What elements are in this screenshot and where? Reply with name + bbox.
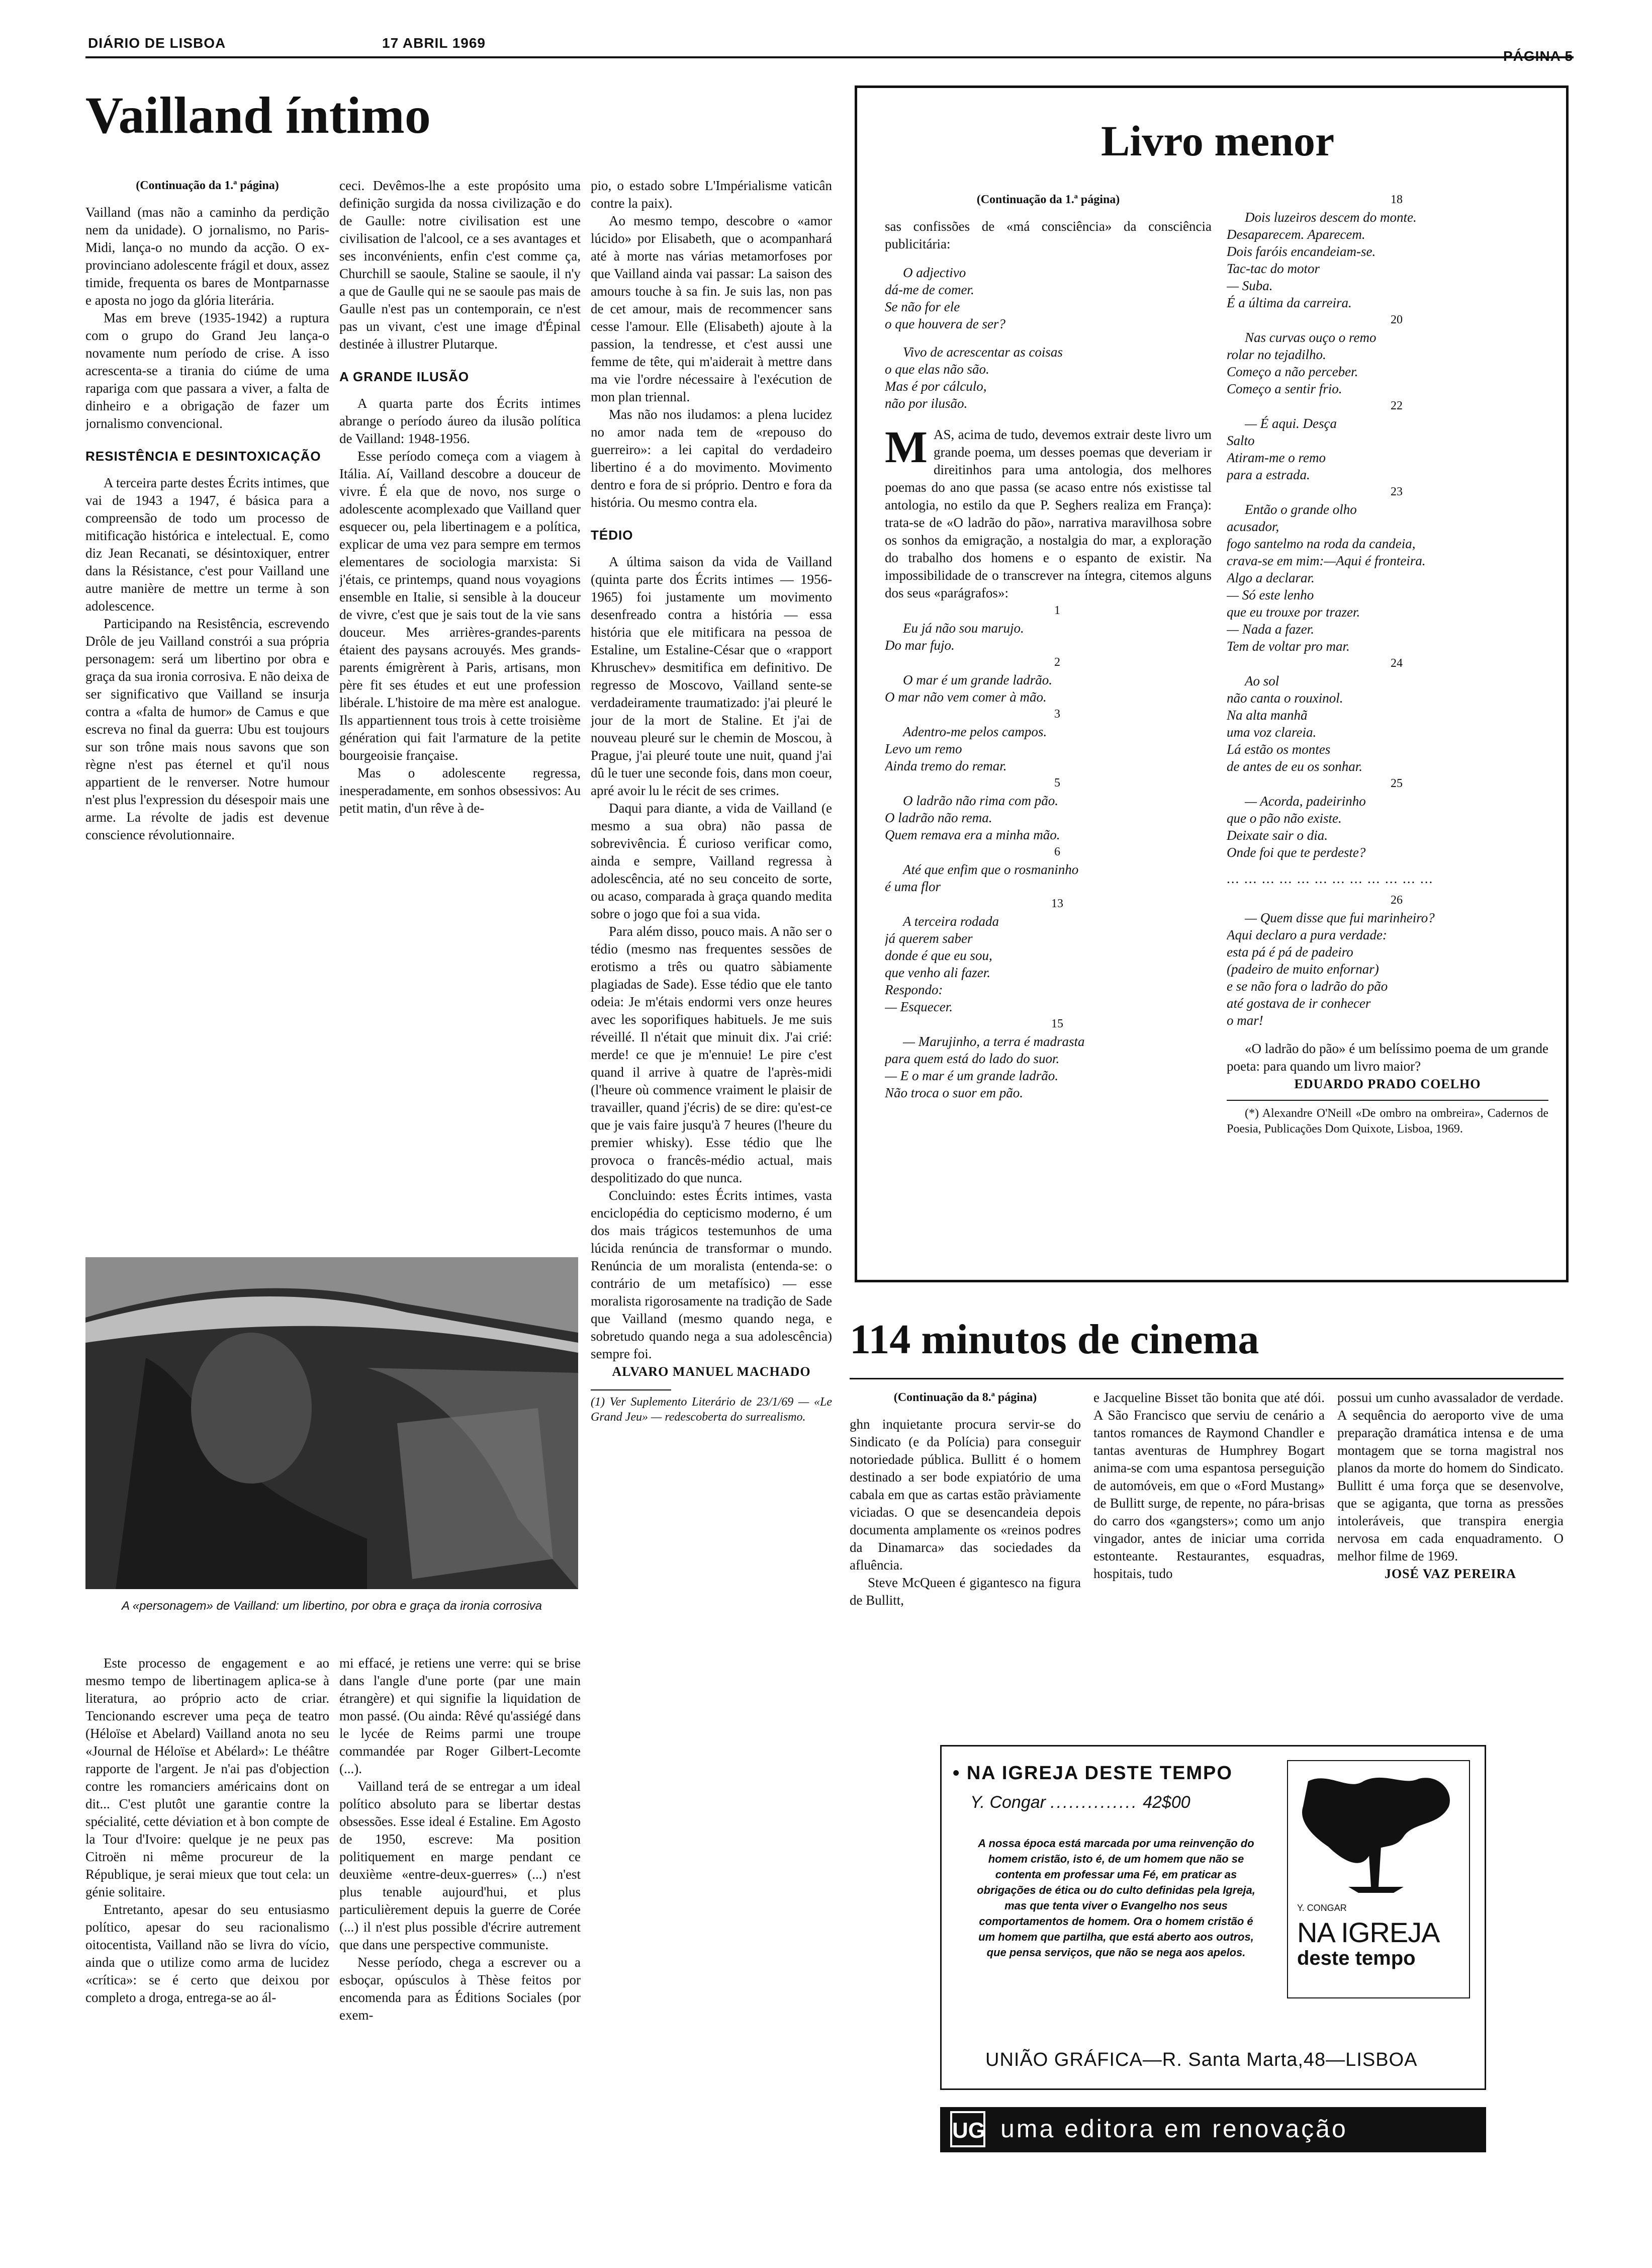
vailland-signature: ALVARO MANUEL MACHADO [612, 1364, 811, 1379]
paragraph: Mas não nos iludamos: a plena lucidez no amor nada tem de «repouso do guerreiro»: a lei capital do verdadeiro libertino é a do movimento. Movimento dentro e fora de si próprio. Dentro e fora da história. Ou mesmo contra ela. [591, 407, 832, 510]
vailland-lower-column-2 [339, 1654, 581, 2167]
paragraph: e Jacqueline Bisset tão bonita que até dói. A São Francisco que serviu de cenário a tantos romances de Raymond Chandler e tantas aventuras de Humphrey Bogart anima-se com uma espantosa perseguição de automóveis, em que o «Ford Mustang» de Bullitt surge, de repente, no pára-brisas do carro dos «gangsters»; como um anjo vingador, antes de iniciar uma corrida estonteante. Restaurantes, esquadras, hospitais, tudo [1093, 1390, 1325, 1581]
paragraph: ceci. Devêmos-lhe a este propósito uma definição surgida da nossa civilização e do de Gaulle: notre civilisation est une civilisation de l'alcool, ce a ses avantages et ses inconvénients, enfin c'est comme ça, Churchill se saoule, Staline se saoule, il n'y a que de Gaulle qui ne se saoule pas mais de Gaulle n'est pas un contemporain, ce n'est pas un vivant, c'est une image d'Épinal destinée à illustrer Plutarque. [339, 178, 581, 352]
paragraph: possui um cunho avassalador de verdade. A sequência do aeroporto vive de uma preparação dramática intensa e de uma montagem que se torna magistral nos planos da morte do homem do Sindicato. Bullitt é uma força que se desenvolve, que se agiganta, que torna as pressões intoleráveis, que transpira energia nervosa em cada enquadramento. O melhor filme de 1969. [1337, 1390, 1564, 1563]
livro-footnote: (*) Alexandre O'Neill «De ombro na ombreira», Cadernos de Poesia, Publicações Dom Quixote, Lisboa, 1969. [1227, 1107, 1548, 1136]
poem-stanza: O adjectivo dá-me de comer. Se não for ele o que houvera de ser? [885, 265, 1005, 331]
poem-stanza: Ao sol não canta o rouxinol. Na alta manhã uma voz clareia. Lá estão os montes de antes de eu os sonhar. [1227, 673, 1362, 774]
poem-number: 25 [1391, 777, 1403, 790]
paragraph: mi effacé, je retiens une verre: qui se brise dans l'angle d'une porte (par une main étrangère) et qui signifie la liquidation de mon passé. (Ou ainda: Rêvé qu'assiégé dans le lycée de Reims parmi une troupe commandée par Roger Gilbert-Lecomte (...). [339, 1655, 581, 1776]
cinema-column-2 [1093, 1389, 1325, 1671]
poem-number: 22 [1391, 399, 1403, 412]
subheading-tedio: TÉDIO [591, 528, 633, 543]
paragraph [885, 422, 1212, 602]
ellipsis-line: ... ... ... ... ... ... ... ... ... ... ... ... [1227, 871, 1434, 886]
advert-text: A nossa época está marcada por uma reinvenção do homem cristão, isto é, de um homem que não se contenta em professar uma Fé, em praticar as obrigações de ética ou do culto definidas pela Igreja, mas que tenta viver o Evangelho nos seus comportamentos de homem. Ora o homem cristão é um homem que partilha, que está aberto aos outros, que pensa serviços, que não se nega aos apelos. [977, 1837, 1255, 1959]
book-cover-author: Y. CONGAR [1297, 1903, 1347, 1913]
vailland-lower-column-1 [85, 1654, 329, 2167]
paragraph: A última saison da vida de Vailland (quinta parte dos Écrits intimes — 1956-1965) foi justamente um movimento desenfreado contra a história — essa história que ele mitificara na pessoa de Estaline, um Estaline-César que o «rapport Khruschev» desmitifica em definitivo. De regresso de Moscovo, Vailland sente-se verdadeiramente traumatizado: j'ai pleuré le jour de la mort de Staline. Et j'ai de nouveau pleuré sur le chemin de Moscou, à Prague, j'ai pleuré toute une nuit, quand j'ai dû le tuer une seconde fois, dans mon coeur, apré avoir lu le récit de ses crimes. [591, 554, 832, 798]
poem-number: 2 [1054, 656, 1060, 669]
publisher-logo: UG [950, 2111, 985, 2147]
poem-number: 5 [1054, 776, 1060, 790]
poem-number: 13 [1051, 897, 1063, 910]
book-cover-subtitle: deste tempo [1297, 1947, 1416, 1969]
paragraph: Nesse período, chega a escrever ou a esboçar, opúsculos à Thèse feitos por encomenda para as Éditions Sociales (por exem- [339, 1955, 581, 2023]
paragraph: Vailland (mas não a caminho da perdição nem da unidade). O jornalismo, no Paris-Midi, lança-o no mundo da acção. O ex-provinciano adolescente frágil et doux, assez timide, frequenta os bares de Montparnasse e aposta no jogo da glória literária. [85, 205, 329, 308]
cinema-signature: JOSÉ VAZ PEREIRA [1384, 1566, 1517, 1581]
vailland-column-2 [339, 177, 581, 1248]
advert-banner [940, 2107, 1486, 2152]
cinema-rule [850, 1378, 1564, 1379]
poem-number: 23 [1391, 485, 1403, 498]
livro-signature: EDUARDO PRADO COELHO [1294, 1077, 1481, 1091]
paragraph: Mas o adolescente regressa, inesperadamente, em sonhos obsessivos: Au petit matin, d'un rêve à de- [339, 765, 581, 816]
poem-stanza: Eu já não sou marujo. Do mar fujo. [885, 621, 1024, 653]
paragraph-text: AS, acima de tudo, devemos extrair deste livro um grande poema, um desses poemas que deveriam ir direitinhos para uma antologia, dos melhores poemas do ano que passa (se acaso entre nós existisse tal antologia, no estilo da que P. Seghers realiza em França): trata-se de «O ladrão do pão», narrativa maravilhosa sobre os sonhos da emigração, a nostalgia do mar, a exploração do trabalho dos homens e o espanto de existir. Na impossibilidade de o transcrever na íntegra, citemos alguns dos seus «parágrafos»: [885, 427, 1212, 600]
photo-caption: A «personagem» de Vailland: um libertino, por obra e graça da ironia corrosiva [121, 1599, 542, 1613]
poem-number: 24 [1391, 657, 1403, 670]
vailland-title: Vailland íntimo [85, 86, 431, 144]
cinema-column-1 [850, 1389, 1081, 1671]
poem-number: 15 [1051, 1017, 1063, 1030]
paragraph: Ao mesmo tempo, descobre o «amor lúcido» por Elisabeth, que o acompanhará até à morte nas várias metamorfoses por que Vailland ainda vai passar: La saison des amours touche à sa fin. Je suis las, non pas de cet amour, mais de recommencer sans cesse l'amour. Elle (Elisabeth) ajoute à la passion, la tendresse, et c'est aussi une femme de tête, qui m'aiderait à mettre dans ma vie l'ordre nécessaire à l'exécution de mon plan triennal. [591, 213, 832, 404]
livro-column-1 [885, 191, 1212, 1267]
vailland-footnote: (1) Ver Suplemento Literário de 23/1/69 — «Le Grand Jeu» — redescoberta do surrealismo. [591, 1395, 832, 1424]
advert-price: 42$00 [1143, 1793, 1190, 1812]
paragraph: Mas em breve (1935-1942) a ruptura com o grupo do Grand Jeu lança-o novamente num período de crise. A isso acrescenta-se a tirania do ciúme de uma rapariga com que passara a viver, a falta de dinheiro e a obrigação de fazer um jornalismo convencional. [85, 310, 329, 431]
drop-cap: M [885, 422, 928, 472]
masthead-paper: DIÁRIO DE LISBOA [88, 35, 226, 51]
paragraph: «O ladrão do pão» é um belíssimo poema de um grande poeta: para quando um livro maior? [1227, 1041, 1548, 1074]
poem-stanza: Vivo de acrescentar as coisas o que elas não são. Mas é por cálculo, não por ilusão. [885, 344, 1063, 411]
paragraph: A terceira parte destes Écrits intimes, que vai de 1943 a 1947, é básica para a compreensão de todo um processo de mitificação histórica e intelectual. E, como diz Jean Recanati, se désintoxiquer, entrer dans la Résistance, c'est pour Vailland une autre manière de mettre un terme à son adolescence. [85, 475, 329, 614]
advert-dots: .............. [1050, 1793, 1138, 1812]
poem-stanza: — Quem disse que fui marinheiro? Aqui declaro a pura verdade: esta pá é pá de padeiro (padeiro de muito enfornar) e se não fora o ladrão do pão até gostava de ir conhecer o mar! [1227, 910, 1435, 1028]
paragraph: ghn inquietante procura servir-se do Sindicato (e da Polícia) para conseguir notoriedade pública. Bullitt é o homem destinado a ser bode expiatório de uma cabala em que as cartas estão pràviamente viciadas. O que se desencandeia depois documenta amplamente os «reinos podres da Dinamarca» das sociedades da afluência. [850, 1417, 1081, 1573]
paragraph: Concluindo: estes Écrits intimes, vasta enciclopédia do cepticismo moderno, é um dos mais trágicos testemunhos de uma lúcida renúncia de transformar o mundo. Renúncia de um moralista (entenda-se: o contrário de um metafísico) — esse moralista rigorosamente na tradição de Sade que Vailland (mesmo quando nega, e sobretudo quando nega a sua adolescência) sempre foi. [591, 1188, 832, 1361]
paragraph: Daqui para diante, a vida de Vailland (e mesmo a sua obra) não passa de sobrevivência. É curioso verificar como, ainda e sempre, Vailland regressa à adolescência, até no seu conceito de sorte, ou acaso, comparada à graça quando medita sobre o jogo que foi a sua vida. [591, 801, 832, 921]
advert-book-cover [1287, 1760, 1470, 1998]
poem-stanza: A terceira rodada já querem saber donde é que eu sou, que venho ali fazer. Respondo: — Esquecer. [885, 914, 999, 1014]
vailland-continuation: (Continuação da 1.ª página) [136, 179, 279, 192]
photo-image [85, 1257, 578, 1589]
cinema-column-3 [1337, 1389, 1564, 1671]
paragraph: Entretanto, apesar do seu entusiasmo político, apesar do seu racionalismo oitocentista, Vailland não se livra do vício, ainda que o utilize como arma de lucidez «crítica»: se é certo que deixou por completo a droga, entrega-se ao ál- [85, 1902, 329, 2005]
poem-stanza: O mar é um grande ladrão. O mar não vem comer à mão. [885, 672, 1052, 705]
poem-stanza: — É aqui. Desça Salto Atiram-me o remo para a estrada. [1227, 416, 1337, 482]
subheading-resistencia: RESISTÊNCIA E DESINTOXICAÇÃO [85, 449, 321, 464]
top-rule [85, 56, 1574, 58]
poem-number: 6 [1054, 845, 1060, 858]
paragraph: pio, o estado sobre L'Impérialisme vaticân contre la paix). [591, 178, 832, 211]
poem-number: 1 [1054, 604, 1060, 617]
poem-number: 18 [1391, 193, 1403, 206]
poem-stanza: — Marujinho, a terra é madrasta para quem está do lado do suor. — E o mar é um grande ladrão. Não troca o suor em pão. [885, 1034, 1085, 1100]
vailland-column-1 [85, 177, 329, 1253]
poem-stanza: Até que enfim que o rosmaninho é uma flor [885, 862, 1079, 894]
livro-continuation: (Continuação da 1.ª página) [976, 193, 1120, 206]
paragraph: Esse período começa com a viagem à Itália. Aí, Vailland descobre a douceur de vivre. É ela que de novo, nos surge o adolescente acomplexado que Vailland quer esquecer ou, pela libertinagem e a política, explicar de uma vez para sempre em termos elementares de sociologia marxista: Si j'étais, ce printemps, quand nous voyagions ensemble en Italie, si sensible à la douceur de vivre, c'est que je sais tout de la vie sans douceur. Mes arrières-grandes-parents étaient des paysans acrouyés. Mes grands-parents émigrèrent à Paris, artisans, mon père fit ses études et eut une profession libérale. L'histoire de ma mère est analogue. Ils appartiennent tous trois à cette troisième génération qui fait l'armature de la petite bourgeoisie française. [339, 449, 581, 763]
poem-stanza: Nas curvas ouço o remo rolar no tejadilho. Começo a não perceber. Começo a sentir frio. [1227, 330, 1376, 396]
poem-stanza: Dois luzeiros descem do monte. Desaparecem. Aparecem. Dois faróis encandeiam-se. Tac-tac do motor — Suba. É a última da carreira. [1227, 210, 1417, 310]
paragraph: A quarta parte dos Écrits intimes abrange o período áureo da ilusão política de Vailland: 1948-1956. [339, 396, 581, 446]
advert-heading: • NA IGREJA DESTE TEMPO [953, 1763, 1233, 1784]
paragraph: Este processo de engagement e ao mesmo tempo de libertinagem aplica-se à literatura, ao próprio acto de criar. Tencionando escrever uma peça de teatro (Héloïse et Abelard) Vailland anota no seu «Journal de Héloïse et Abélard»: Le théâtre rapporte de l'argent. Je n'ai pas d'objection contre les romanciers américains dont on dit... C'est plutôt une garantie contre la spécialité, cette déviation et à bon compte de la Tour d'Ivoire: quelque je ne peux pas Citroën ni même procureur de la République, je serai mieux que tout cela: un génie solitaire. [85, 1655, 329, 1899]
poem-stanza: — Acorda, padeirinho que o pão não existe. Deixate sair o dia. Onde foi que te perdeste? [1227, 794, 1366, 860]
vailland-column-3 [591, 177, 832, 2163]
paragraph: sas confissões de «má consciência» da consciência publicitária: [885, 219, 1212, 251]
livro-menor-title: Livro menor [1101, 117, 1335, 165]
poem-number: 26 [1391, 894, 1403, 907]
vailland-photo [85, 1257, 578, 1589]
advert-book-line [970, 1793, 1252, 1812]
paragraph: Participando na Resistência, escrevendo Drôle de jeu Vailland constrói a sua própria personagem: será um libertino por obra e graça da sua ironia corrosiva. E não deixa de ser significativo que Vailland se insurja contra a «falta de humor» de Camus e que escreva no final da guerra: Ubu est toujours sur son trône mais nous savons que son règne n'est pas éternel et qu'il nous appartient de le renverser. Notre humour n'est plus l'expression du désespoir mais une arme. La révolte de jadis est devenue conscience révolutionnaire. [85, 616, 329, 842]
poem-stanza: Adentro-me pelos campos. Levo um remo Ainda tremo do remar. [885, 724, 1047, 773]
advert-address: UNIÃO GRÁFICA—R. Santa Marta,48—LISBOA [985, 2049, 1418, 2070]
poem-stanza: Então o grande olho acusador, fogo santelmo na roda da candeia, crava-se em mim:—Aqui é fronteira. Algo a declarar. — Só este lenho que eu trouxe por trazer. — Nada a fazer. Tem de voltar pro mar. [1227, 502, 1426, 654]
livro-column-2 [1227, 191, 1548, 1267]
book-cover-title: NA IGREJA [1297, 1916, 1440, 1948]
cinema-title: 114 minutos de cinema [850, 1316, 1259, 1363]
masthead-date: 17 ABRIL 1969 [382, 35, 486, 51]
banner-text: uma editora em renovação [1000, 2115, 1348, 2143]
poem-stanza: O ladrão não rima com pão. O ladrão não rema. Quem remava era a minha mão. [885, 793, 1060, 842]
poem-number: 3 [1054, 708, 1060, 721]
subheading-grande-ilusao: A GRANDE ILUSÃO [339, 369, 470, 384]
poem-number: 20 [1391, 313, 1403, 326]
paragraph: Vailland terá de se entregar a um ideal político absoluto para se libertar destas obsessões. Esse ideal é Estaline. Em Agosto de 1950, escreve: Ma position politiquement en marge pendant ce deuxième «entre-deux-guerres» (...) n'est plus tenable aujourd'hui, et plus particulièrement depuis la guerre de Corée (...) il n'est plus possible d'écrire autrement que dans une perspective communiste. [339, 1779, 581, 1952]
paragraph: Para além disso, pouco mais. A não ser o tédio (mesmo nas frequentes sessões de erotismo a três ou quatro sàbiamente plagiadas de Sade). Esse tédio que ele tanto odeia: Je m'étais endormi vers onze heures avec les soporifiques habituels. Je me suis réveillé. Il n'était que minuit dix. J'ai crié: merde! ce que je m'ennuie! Le pire c'est quand il arrive à quatre de l'après-midi (l'heure où commence vraiment le plaisir de travailler, quand j'écris) de se dire: qu'est-ce que je vais faire jusqu'à 7 heures (l'heure du premier whisky). Esse tédio que lhe provoca o francês-médio actual, mais despolitizado do que nunca. [591, 924, 832, 1185]
advert-author: Y. Congar [970, 1793, 1046, 1812]
paragraph: Steve McQueen é gigantesco na figura de Bullitt, [850, 1575, 1081, 1608]
cinema-continuation: (Continuação da 8.ª página) [893, 1391, 1037, 1404]
